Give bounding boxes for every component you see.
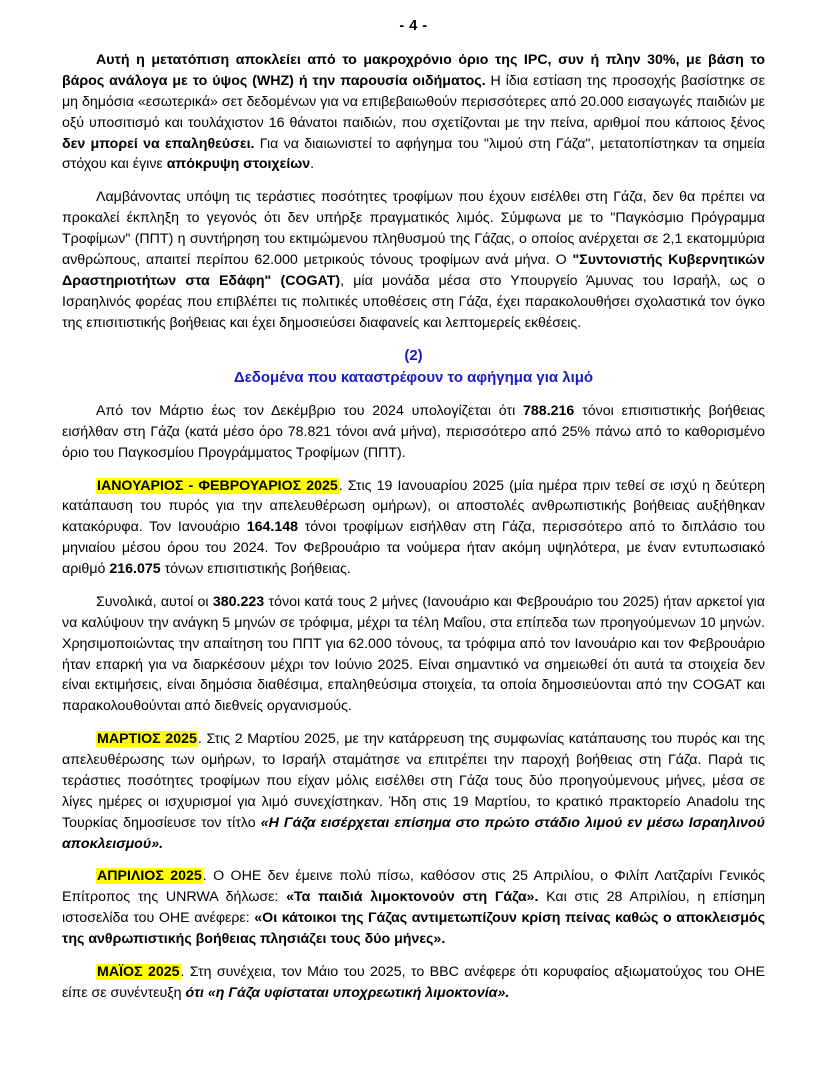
text-run: , μία μονάδα μέσα στο Υπουργείο Άμυνας του Ισραήλ, ως ο Ισραηλινός φορέας που επιβλέπει τις πολιτικές υποθέσεις στη Γάζα, έχει παρακολουθήσει σχολαστικά τον όγκο της επισιτιστικής βοήθειας και έχει δημοσιεύσει διαφανείς και λεπτομερείς εκθέσεις. [62,272,765,331]
section-heading-block [62,345,765,389]
bold-run: 788.216 [523,402,575,419]
paragraph-1 [62,50,765,175]
paragraph-4 [62,476,765,580]
paragraph-text [62,962,765,1004]
highlighted-label: ΙΑΝΟΥΑΡΙΟΣ - ΦΕΒΡΟΥΑΡΙΟΣ 2025 [97,477,338,494]
text-run: . [310,156,315,173]
paragraph-text [62,50,765,175]
section-title: Δεδομένα που καταστρέφουν το αφήγημα για λιμό [233,369,594,387]
bold-run: «Τα παιδιά λιμοκτονούν στη Γάζα». [286,889,539,906]
paragraph-text [62,187,765,333]
page-number: - 4 - [399,18,428,34]
text-run: τόνων επισιτιστικής βοήθειας. [160,561,351,577]
paragraph-text [62,476,765,580]
paragraph-3 [62,401,765,464]
text-run: . Στις 19 Ιανουαρίου 2025 (μία ημέρα πριν τεθεί σε ισχύ η δεύτερη κατάπαυση του πυρός για την απελευθέρωση ομήρων), οι αποστολές ανθρωπιστικής βοήθειας αυξήθηκαν κατακόρυφα. Τον Ιανουάριο [62,477,765,536]
text-run: . Στη συνέχεια, τον Μάιο του 2025, το BBC ανέφερε ότι κορυφαίος αξιωματούχος του ΟΗΕ είπε σε συνέντευξη [62,963,765,1001]
text-run: Και στις 28 Απριλίου, η επίσημη ιστοσελίδα του ΟΗΕ ανέφερε: [62,889,765,927]
paragraph-6 [62,729,765,854]
highlighted-label: ΑΠΡΙΛΙΟΣ 2025 [97,868,202,885]
text-run: τόνοι επισιτιστικής βοήθειας εισήλθαν στη Γάζα (κατά μέσο όρο 78.821 τόνοι ανά μήνα), περισσότερο από 25% πάνω από το καθορισμένο όριο του Παγκοσμίου Προγράμματος Τροφίμων (ΠΠΤ). [62,402,765,461]
text-run: Από τον Μάρτιο έως τον Δεκέμβριο του 2024 υπολογίζεται ότι [96,402,524,419]
bold-run: απόκρυψη στοιχείων [166,156,311,173]
paragraph-text [62,401,765,464]
text-run: τόνοι τροφίμων εισήλθαν στη Γάζα, περισσότερο από το διπλάσιο του μηνιαίου μέσου όρου του 2024. Τον Φεβρουάριο τα νούμερα ήταν ακόμη υψηλότερα, με έναν εντυπωσιακό αριθμό [62,519,765,577]
bold-run: δεν μπορεί να επαληθεύσει. [62,135,255,152]
paragraph-7 [62,866,765,950]
paragraph-2 [62,187,765,333]
text-run: Η ίδια εστίαση της προσοχής βασίστηκε σε μη δημόσια «εσωτερικά» σετ δεδομένων για να επιβεβαιωθούν περισσότερες από 20.000 εισαγωγές παιδιών με οξύ υποσιτισμό και τουλάχιστον 16 θάνατοι παιδιών, που σχετίζονται με την πείνα, αριθμοί που κάποιος ξένος [62,72,765,131]
italic-run: ότι «η Γάζα υφίσταται υποχρεωτική λιμοκτονία». [185,984,510,1001]
paragraph-text [62,592,765,717]
bold-run: 380.223 [212,593,265,610]
paragraph-text [62,866,765,950]
text-run: Λαμβάνοντας υπόψη τις τεράστιες ποσότητες τροφίμων που έχουν εισέλθει στη Γάζα, δεν θα πρέπει να προκαλεί έκπληξη το γεγονός ότι δεν υπήρξε πραγματικός λιμός. Σύμφωνα με το "Παγκόσμιο Πρόγραμμα Τροφίμων" (ΠΠΤ) η συντήρηση του εκτιμώμενου πληθυσμού της Γάζας, ο οποίος ανέρχεται σε 2,1 εκατομμύρια ανθρώπους, απαιτεί περίπου 62.000 μετρικούς τόνους τροφίμων ανά μήνα. Ο [62,189,765,268]
text-run: τόνοι κατά τους 2 μήνες (Ιανουάριο και Φεβρουάριο του 2025) ήταν αρκετοί για να καλύψουν την ανάγκη 5 μηνών σε τρόφιμα, μέχρι τα τέλη Μαΐου, στα επίπεδα των προηγούμενων 10 μηνών. Χρησιμοποιώντας την απαίτηση του ΠΠΤ για 62.000 τόνους, τα τρόφιμα από τον Ιανουάριο και τον Φεβρουάριο ήταν επαρκή για να διαρκέσουν μέχρι τον Ιούνιο 2025. Είναι σημαντικό να σημειωθεί ότι αυτά τα στοιχεία δεν είναι εκτιμήσεις, είναι δημόσια διαθέσιμα, επαληθεύσιμα στοιχεία, τα οποία δημοσιεύονται από την COGAT και παρακολουθούνται από διεθνείς οργανισμούς. [62,593,766,715]
bold-run: Αυτή η μετατόπιση αποκλείει από το μακροχρόνιο όριο της IPC, συν ή πλην 30%, με βάση το βάρος ανάλογα με το ύψος (WHZ) ή την παρουσία οιδήματος. [62,52,765,89]
paragraph-text [62,729,765,854]
italic-run: «Η Γάζα εισέρχεται επίσημα στο πρώτο στάδιο λιμού εν μέσω Ισραηλινού αποκλεισμού». [62,814,765,852]
paragraph-8 [62,962,765,1004]
bold-run: «Οι κάτοικοι της Γάζας αντιμετωπίζουν κρίση πείνας καθώς ο αποκλεισμός της ανθρωπιστικής βοήθειας πλησιάζει τους δύο μήνες». [62,910,765,947]
bold-italic-run [185,985,509,1001]
text-run: . Στις 2 Μαρτίου 2025, με την κατάρρευση της συμφωνίας κατάπαυσης του πυρός και της απελευθέρωσης των ομήρων, το Ισραήλ σταμάτησε να επιτρέπει την παροχή βοήθειας στη Γάζα. Παρά τις τεράστιες ποσότητες τροφίμων που είχαν μόλις εισέλθει στη Γάζα τους δύο προηγούμενους μήνες, μέσα σε λίγες ημέρες οι ισχυρισμοί για λιμό συνεχίστηκαν. Ήδη στις 19 Μαρτίου, το κρατικό πρακτορείο Anadolu της Τουρκίας δημοσίευσε τον τίτλο [62,731,765,831]
bold-run: "Συντονιστής Κυβερνητικών Δραστηριοτήτων στα Εδάφη" (COGAT) [62,251,765,289]
paragraph-5 [62,592,765,717]
text-run: Συνολικά, αυτοί οι [96,593,213,610]
highlighted-label: ΜΑΡΤΙΟΣ 2025 [97,731,197,748]
highlighted-label: ΜΑΪΟΣ 2025 [97,963,180,980]
bold-run: 216.075 [109,561,161,577]
text-run: . Ο ΟΗΕ δεν έμεινε πολύ πίσω, καθόσον στις 25 Απριλίου, ο Φιλίπ Λατζαρίνι Γενικός Επίτροπος της UNRWA δήλωσε: [62,868,765,906]
bold-run: 164.148 [246,519,299,536]
text-run: Για να διαιωνιστεί το αφήγημα του "λιμού στη Γάζα", μετατοπίστηκαν τα σημεία στόχου και έγινε [62,135,765,173]
section-number: (2) [404,347,423,365]
